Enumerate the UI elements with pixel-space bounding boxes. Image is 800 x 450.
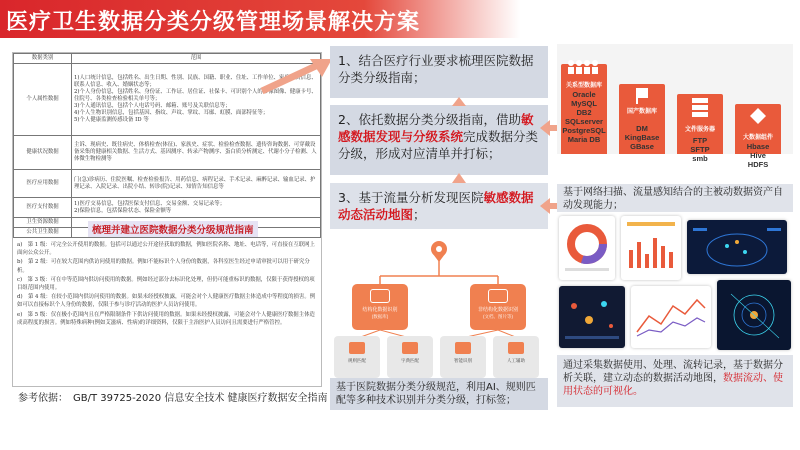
map-chart-icon: [687, 220, 787, 274]
node-sublabel: (文档、图片等): [483, 314, 513, 319]
table-row: [14, 170, 321, 198]
step-2-box: [330, 105, 548, 175]
reference-text: 参考依据： GB/T 39725-2020 信息安全技术 健康医疗数据安全指南: [18, 393, 328, 404]
step-3-text-b: ；: [413, 207, 426, 222]
db-item: PostgreSQL: [562, 126, 606, 135]
flag-icon: [619, 84, 665, 106]
unstructured-data-node: [470, 284, 526, 330]
caption-text: 通过采集数据使用、处理、流转记录，基于数据分析关联，建立动态的数据活动地图，: [563, 360, 783, 384]
table-cell-scope: [72, 198, 321, 218]
flow-caption: 基于医院数据分类分级规范，利用AI、规则匹配等多种技术识别并分类分级，打标签；: [330, 378, 548, 410]
arrow-up-icon: [452, 173, 466, 183]
scope-line: 2)保险信息，包括保险状态、保险金额等: [74, 207, 172, 214]
db-item: GBase: [630, 142, 654, 151]
db-item: Maria DB: [567, 135, 601, 144]
structured-data-node: [352, 284, 408, 330]
network-graph-icon: [717, 280, 791, 350]
people-icon: [561, 56, 607, 78]
node-sublabel: (数据库): [371, 314, 389, 319]
level-note: d) 第 4 级：在较小范围内供访问使用的数据。如果未经授权披露，可能会对个人健康医疗数据主体造成中等程度的损害。例如可以直接标识个人身份的数据，仅限于参与诊疗活动的医护人员访问使用。: [17, 294, 316, 309]
table-row: [14, 198, 321, 218]
dashboard-card: [631, 286, 711, 348]
table-header: 范围: [72, 54, 321, 64]
db-item: Oracle: [572, 90, 596, 99]
method-rule-match: [334, 336, 380, 378]
donut-chart-icon: [559, 216, 615, 280]
db-type-name: 文件服务器: [684, 127, 715, 133]
table-cell-category: 个人属性数据: [14, 64, 72, 136]
level-note: a) 第 1 级：可完全公开使用的数据。包括可以通过公开途径获取的数据，例如医院名称、地址、电话等，可直接在互联网上面向公众公开。: [17, 242, 315, 257]
step-1-box: [330, 46, 548, 98]
scope-line: 1)人口统计信息，包括姓名、出生日期、性别、民族、国籍、职业、住址、工作单位、家庭成员信息、联系人信息、收入、婚姻状态等；: [74, 75, 317, 88]
dashboard-collage: [557, 214, 793, 352]
db-type-items: [557, 90, 611, 144]
node-label: 非结构化数据识别: [477, 307, 518, 313]
table-cell-category: 医疗应用数据: [14, 170, 72, 198]
classification-levels: [13, 238, 321, 331]
db-item: DM: [636, 124, 648, 133]
guideline-document: [12, 52, 322, 387]
table-cell-scope: 主诉、现病史、既往病史、体格检查(体征)、家族史、症状、检验检查数据、遗传咨询数据、可穿戴设备采集的健康相关数据、生活方式、基因测序、转录产物测序、蛋白质分析测定、代谢小分子检测、人体微生物检测等: [72, 136, 321, 170]
scope-line: 2)个人身份信息，包括姓名、身份证、工作证、居住证、社保卡、可识别个人的影像图像、健康卡号、住院号、各类检查检验相关单号等；: [74, 89, 317, 102]
db-item: DB2: [576, 108, 592, 117]
highlight-label: 梳理并建立医院数据分类分级规范指南: [88, 221, 258, 237]
bar-chart-icon: [621, 216, 681, 280]
data-source-panel: [557, 44, 793, 184]
dashboard-card: [559, 216, 615, 280]
table-header: 数据类别: [14, 54, 72, 64]
node-label: 结构化数据识别: [362, 307, 398, 313]
scope-line: 1)医疗交易信息，包括医保支付信息、交易金额、交易记录等；: [74, 200, 226, 207]
scope-line: 3)个人通讯信息，包括个人电话号码、邮箱、账号及关联信息等；: [74, 103, 231, 109]
ai-icon: [455, 342, 471, 354]
db-item: Hive: [750, 151, 766, 160]
step-3-box: [330, 183, 548, 229]
step-2-highlight: 敏感数据发现与分级系统: [338, 112, 534, 144]
dictionary-icon: [402, 342, 418, 354]
dashboard-card-dark: [559, 286, 625, 348]
bigdata-icon: [735, 106, 781, 128]
server-icon: [677, 96, 723, 118]
identification-flow: [330, 232, 548, 377]
db-type-items: [731, 142, 785, 169]
db-type-name: 国产数据库: [626, 109, 657, 115]
dashboard-card: [621, 216, 681, 280]
step-3-text-a: 3、基于流量分析发现医院: [338, 190, 484, 205]
page-title: 医疗卫生数据分类分级管理场景解决方案: [6, 10, 421, 35]
location-pin-icon: [430, 240, 448, 262]
line-chart-icon: [631, 286, 711, 348]
method-label: 字典匹配: [401, 358, 419, 363]
rule-icon: [349, 342, 365, 354]
level-note: e) 第 5 级：仅在极小范围内且在严格限制条件下供访问使用的数据。如果未经授权披露，可能会对个人健康医疗数据主体造成高程度的损害。例如特殊病种(例如艾滋病、性病)的详细资料，仅限于主治医护人员访问且需要进行严格管控。: [17, 311, 315, 326]
db-item: SQLserver: [565, 117, 603, 126]
scatter-chart-icon: [559, 286, 625, 348]
table-cell-category: 医疗支付数据: [14, 198, 72, 218]
step-2-text-b: 完成数据分类分级，形成对应清单并打标；: [338, 129, 539, 161]
arrow-up-icon: [452, 97, 466, 106]
db-item: HDFS: [747, 160, 769, 169]
arrow-doc-to-step1: [260, 55, 335, 95]
database-icon: [370, 289, 390, 303]
step-3-highlight: 敏感数据动态活动地图: [338, 190, 534, 222]
table-cell-category: 公共卫生数据: [14, 228, 72, 238]
db-item: FTP: [692, 136, 708, 145]
db-type-name: 大数据组件: [742, 135, 773, 141]
caption-highlight: 数据流动、使用状态的可视化。: [563, 373, 783, 397]
db-type-items: [673, 136, 727, 163]
asset-discovery-caption: 基于网络扫描、流量感知结合的主被动数据资产自动发现能力；: [557, 184, 793, 212]
document-icon: [488, 289, 508, 303]
activity-map-caption: [557, 355, 793, 407]
table-cell-category: 卫生资源数据: [14, 218, 72, 228]
db-item: Hbase: [746, 142, 770, 151]
table-row: [14, 136, 321, 170]
dashboard-card-dark: [717, 280, 791, 350]
method-manual-assist: [493, 336, 539, 378]
db-item: KingBase: [624, 133, 660, 142]
step-2-text-a: 2、依托数据分类分级指南，借助: [338, 112, 521, 127]
table-cell-category: 健康状况数据: [14, 136, 72, 170]
method-label: 人工辅助: [507, 358, 525, 363]
scope-line: 4)个人生物识别信息，包括基因、指纹、声纹、掌纹、耳廓、虹膜、面部特征等；: [74, 110, 269, 116]
db-item: SFTP: [690, 145, 710, 154]
db-item: smb: [692, 154, 708, 163]
method-ai-recognition: [440, 336, 486, 378]
table-cell-scope: 门(急)诊病历、住院医嘱、检查检验报告、用药信息、病程记录、手术记录、麻醉记录、输血记录、护理记录、入院记录、出院小结、转诊(院)记录、知情告知信息等: [72, 170, 321, 198]
db-item: MySQL: [571, 99, 597, 108]
level-note: b) 第 2 级：可在较大范围内供访问使用的数据。例如不能标识个人身份的数据，各科室医生经过申请审批可以用于研究分析。: [17, 259, 310, 274]
person-icon: [508, 342, 524, 354]
method-dictionary-match: [387, 336, 433, 378]
scope-line: 5)个人健康监测传感设备 ID 等: [74, 117, 149, 123]
method-label: 智能识别: [454, 358, 472, 363]
db-type-name: 关系型数据库: [565, 83, 602, 89]
db-type-items: [615, 124, 669, 151]
dashboard-card-dark: [687, 220, 787, 274]
level-note: c) 第 3 级：可在中等范围内供访问使用的数据。例如经过部分去标识化处理，但仍可能重标识的数据，仅限于获得授权的项目组范围内使用。: [17, 276, 315, 292]
step-1-text: 1、结合医疗行业要求梳理医院数据分类分级指南；: [338, 53, 534, 85]
method-label: 规则匹配: [348, 358, 366, 363]
title-bar: [0, 0, 520, 38]
